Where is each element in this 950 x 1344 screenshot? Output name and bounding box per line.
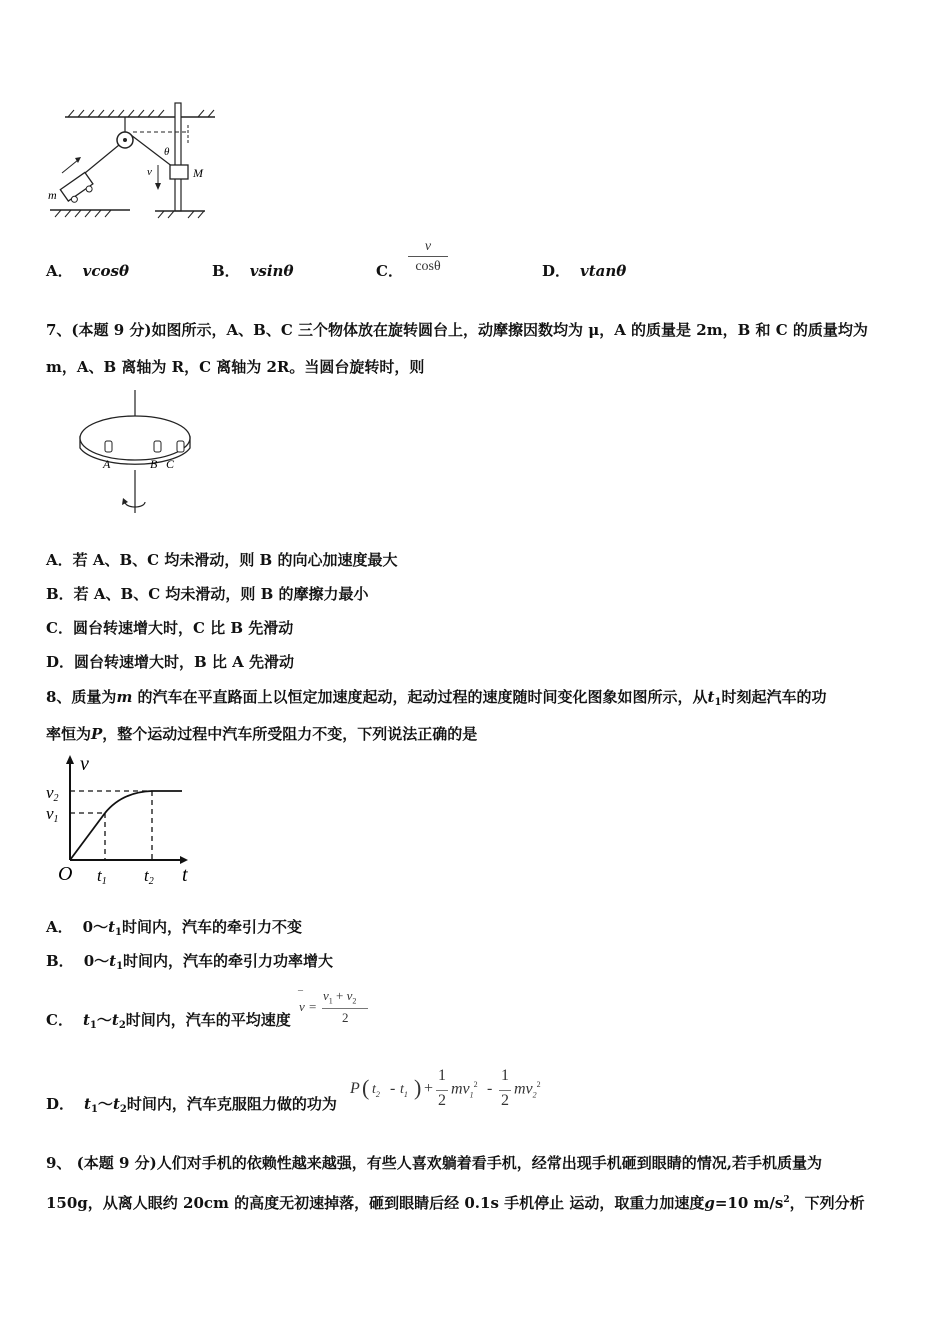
q7-option-d[interactable]: D．圆台转速增大时，B 比 A 先滑动 bbox=[46, 653, 294, 671]
turntable-figure bbox=[45, 388, 205, 523]
q8-option-c[interactable]: C． $t_1\sim t_2$时间内，汽车的平均速度 bbox=[46, 1011, 291, 1031]
label-A: A bbox=[103, 457, 111, 471]
q8-stem-line1: 8、质量为m 的汽车在平直路面上以恒定加速度起动，起动过程的速度随时间变化图象如图所示，从$t_1$时刻起汽车的功 bbox=[46, 688, 827, 708]
label-theta: θ bbox=[164, 146, 170, 158]
tick-label-t2: t2 bbox=[144, 866, 154, 887]
q6-option-a[interactable]: A． vcosθ bbox=[46, 262, 129, 280]
q7-stem-line1: 7、(本题 9 分)如图所示，A、B、C 三个物体放在旋转圆台上，动摩擦因数均为 μ，A 的质量是 2m，B 和 C 的质量均为 bbox=[46, 321, 868, 339]
label-v: v bbox=[147, 166, 152, 178]
label-m: m bbox=[48, 188, 57, 202]
pulley-incline-figure bbox=[40, 95, 230, 225]
label-B: B bbox=[150, 457, 158, 471]
q7-stem-line2: m，A、B 离轴为 R，C 离轴为 2R。当圆台旋转时，则 bbox=[46, 358, 425, 376]
q8-stem-line2: 率恒为P，整个运动过程中汽车所受阻力不变，下列说法正确的是 bbox=[46, 725, 478, 743]
q8-option-b[interactable]: B． $0\sim t_1$时间内，汽车的牵引力功率增大 bbox=[46, 952, 334, 972]
q9-stem-line2: 150g，从离人眼约 20cm 的高度无初速掉落，砸到眼睛后经 0.1s 手机停止 运动，取重力加速度g=10 $m/s^2$，下列分析 bbox=[46, 1194, 865, 1212]
q9-stem-line1: 9、 (本题 9 分)人们对手机的依赖性越来越强，有些人喜欢躺着看手机，经常出现手机砸到眼睛的情况,若手机质量为 bbox=[46, 1154, 822, 1172]
q7-option-a[interactable]: A．若 A、B、C 均未滑动，则 B 的向心加速度最大 bbox=[46, 551, 398, 569]
q8-option-d[interactable]: D． $t_1\sim t_2$时间内，汽车克服阻力做的功为 bbox=[46, 1095, 337, 1115]
axis-label-v: v bbox=[80, 753, 89, 775]
q8-option-a[interactable]: A． $0\sim t_1$时间内，汽车的牵引力不变 bbox=[46, 918, 302, 938]
velocity-time-graph bbox=[42, 750, 202, 890]
label-M: M bbox=[193, 166, 203, 180]
axis-label-t: t bbox=[182, 864, 188, 886]
q8-option-d-formula: P ( $t_2$ - $t_1$ ) + 1 2 $mv_1^2$ - 1 2 $mv_2^2$ bbox=[350, 1067, 541, 1109]
label-C: C bbox=[166, 457, 175, 471]
q6-option-d[interactable]: D． vtanθ bbox=[542, 262, 627, 280]
q6-option-b[interactable]: B． vsinθ bbox=[212, 262, 294, 280]
tick-label-v1: v1 bbox=[46, 804, 59, 825]
q7-option-c[interactable]: C．圆台转速增大时，C 比 B 先滑动 bbox=[46, 619, 294, 637]
q8-option-c-formula: v ¯ = $v_1 + v_2$ 2 bbox=[298, 987, 378, 1033]
tick-label-t1: t1 bbox=[97, 866, 107, 887]
tick-label-v2: v2 bbox=[46, 783, 59, 804]
q7-option-b[interactable]: B．若 A、B、C 均未滑动，则 B 的摩擦力最小 bbox=[46, 585, 369, 603]
q6-option-c-fraction: $\frac{v}{\cos\theta}$ bbox=[408, 238, 448, 277]
origin-label: O bbox=[58, 863, 73, 885]
q6-option-c[interactable]: C． bbox=[376, 262, 403, 280]
